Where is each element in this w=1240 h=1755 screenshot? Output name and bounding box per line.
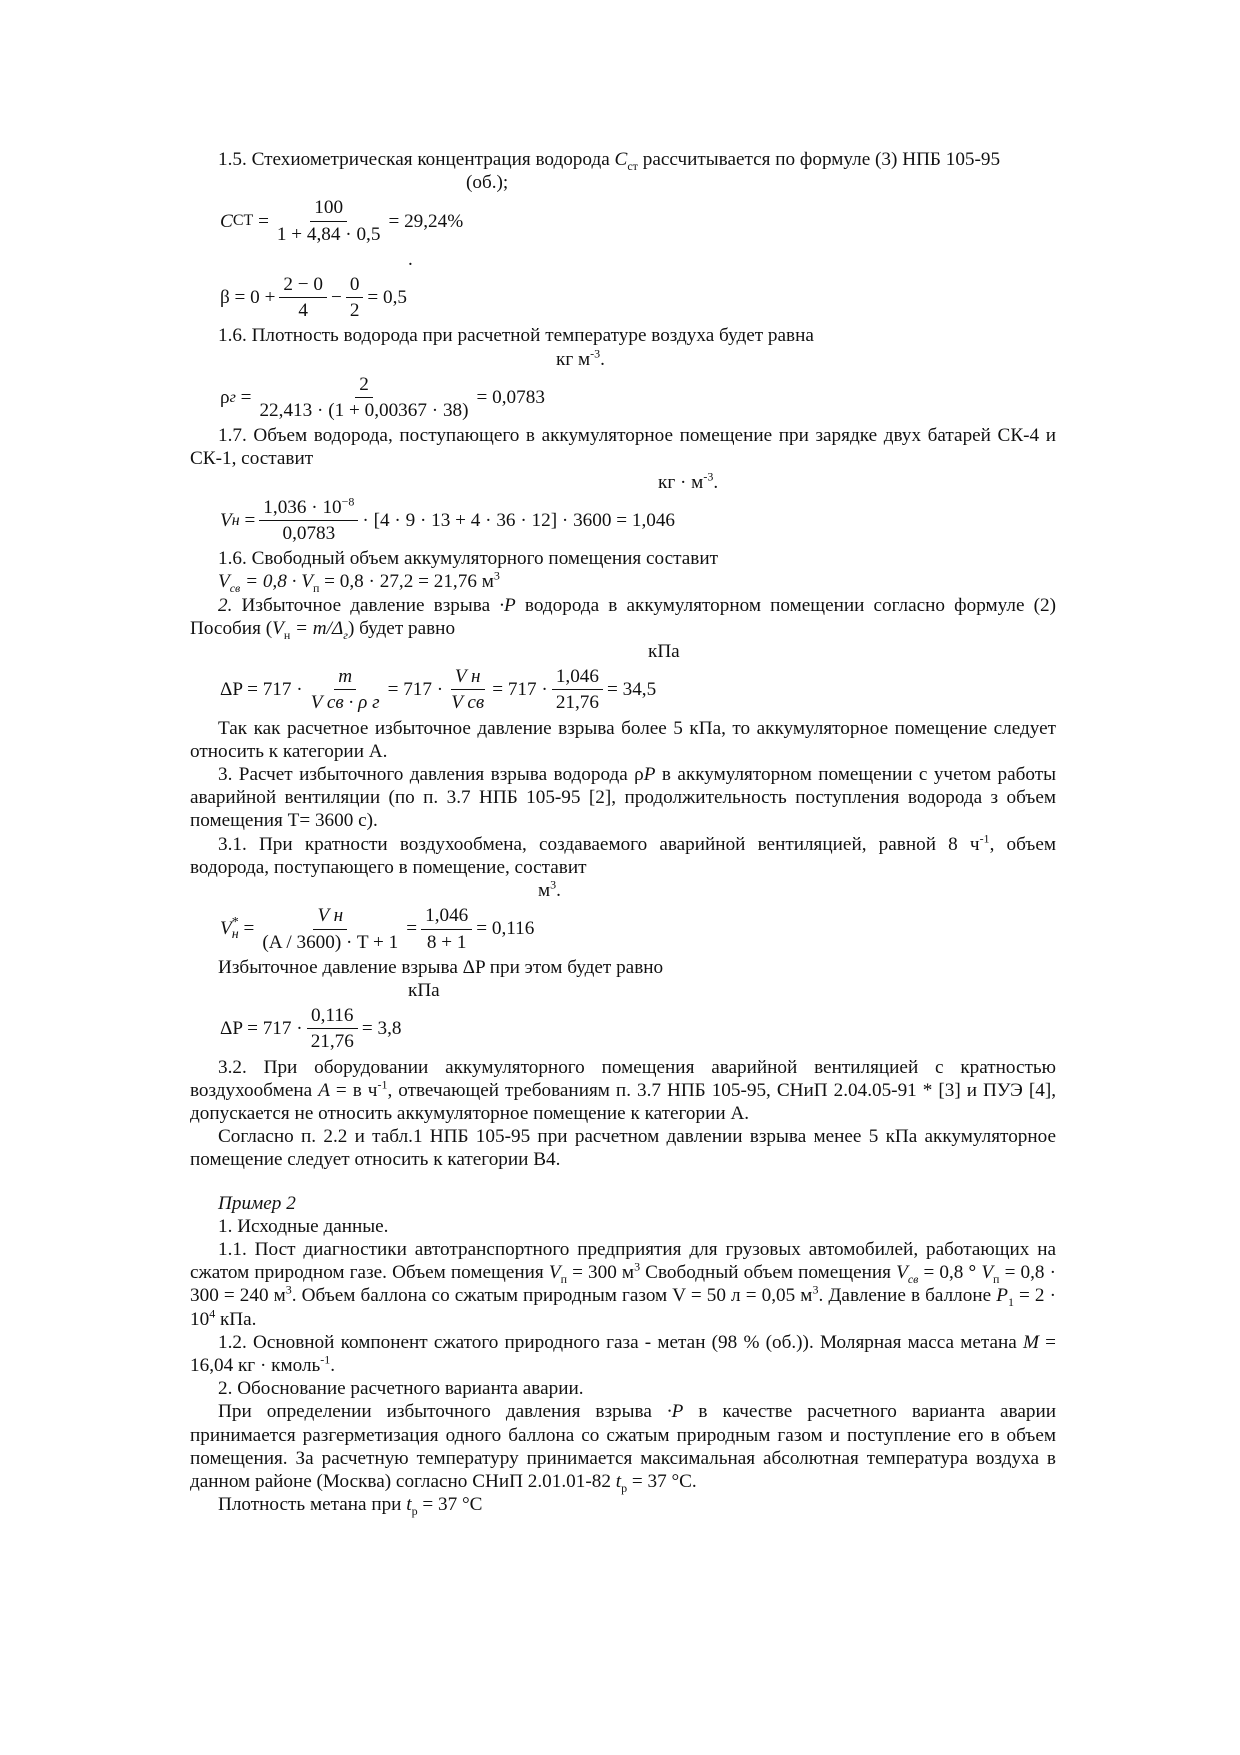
paragraph-3-2: 3.2. При оборудовании аккумуляторного помещения аварийной вентиляцией с кратностью воздухообмена A = в $ч^{-1}$, отвечающей требованиям п. 3.7 НПБ 105-95, СНиП 2.04.05-91 * [3] и ПУЭ [4], допускается не относить аккумуляторное помещение к категории А.	[190, 1056, 1057, 1124]
formula-rho: ρ г = $\frac{2}{22,413 \cdot (1 + 0,00367 \cdot 38)}$ = 0,0783	[220, 373, 545, 422]
paragraph-plot: Плотность метана при $t_р = 37$ °С	[218, 1494, 483, 1518]
unit-label: $м^3$.	[538, 877, 561, 902]
paragraph-obosn: 2. Обоснование расчетного варианта аварии.	[218, 1378, 584, 1400]
formula-vn-star: V * н = $\frac{\text{V н}}{(A / 3600) \cdot T + 1}$ = $\frac{1,046}{8 + 1}$ = 0,116	[220, 905, 535, 953]
paragraph-3: 3. Расчет избыточного давления взрыва водорода ρP в аккумуляторном помещении с учетом работы аварийной вентиляции (по п. 3.7 НПБ 105-95 [2], продолжительность поступления водорода з объем помещения Т= 3600 с).	[190, 764, 1056, 832]
paragraph-ish: 1. Исходные данные.	[218, 1215, 389, 1237]
unit-label: кг $м^{-3}$.	[556, 346, 605, 370]
formula-beta: β = 0 + $\frac{2 - 0}{4}$ − $\frac{0}{2}$ = 0,5	[220, 274, 408, 322]
formula-dp1: ΔP = 717 · $\frac{m}{\text{V св · ρ г}}$ = 717 · $\frac{\text{V н}}{\text{V св}}$ = 717 · $\frac{1,046}{21,76}$ = 34,5	[220, 666, 657, 714]
formula-vn: V н = $\frac{1,036 \cdot 10^{-8}}{0,0783}$ · [4 · 9 · 13 + 4 · 36 · 12] · 3600 = 1,046	[220, 494, 676, 545]
example-heading: Пример 2	[218, 1192, 296, 1214]
vsv-line: $V_{св} = 0,8 \cdot V_п = 0,8 \cdot 27,2 = 21,76$ $м^3$	[218, 569, 500, 596]
paragraph-1-2: 1.2. Основной компонент сжатого природного газа - метан (98 % (об.)). Молярная масса метана M = 16,04 кг · кмоль$^{-1}$.	[190, 1331, 1056, 1376]
unit-label: кПа	[408, 979, 440, 1001]
paragraph-1-1: 1.1. Пост диагностики автотранспортного предприятия для грузовых автомобилей, работающих на сжатом природном газе. Объем помещения $V_п = 300$ $м^3$ Свободный объем помещения $V_{св} = 0,8$ ° $V_п = 0,8 \cdot 300 = 240$ $м^3$. Объем баллона со сжатым природным газом V = 50 л = 0,05 $м^3$. Давление в баллоне $P_1 = 2 \cdot 10^4$ кПа.	[190, 1238, 1057, 1330]
paragraph-tak: Так как расчетное избыточное давление взрыва более 5 кПа, то аккумуляторное помещение следует относить к категории А.	[190, 717, 1056, 762]
paragraph-3-1: 3.1. При кратности воздухообмена, создаваемого аварийной вентиляцией, равной 8 $ч^{-1}$, объем водорода, поступающего в помещение, составит	[190, 831, 1056, 878]
dot: .	[408, 248, 413, 270]
paragraph-1-5: 1.5. Стехиометрическая концентрация водорода $С_{ст}$ рассчитывается по формуле (3) НПБ 105-95	[218, 149, 1001, 173]
paragraph-2: 2. Избыточное давление взрыва ∙P водорода в аккумуляторном помещении согласно формуле (2) Пособия $(V_н = m/\Delta_г)$ будет равно	[190, 594, 1056, 642]
unit-label: кПа	[648, 641, 680, 663]
paragraph-pri: При определении избыточного давления взрыва ∙P в качестве расчетного варианта аварии принимается разгерметизация одного баллона со сжатым природным газом и поступление его в объем помещения. За расчетную температуру принимается максимальная абсолютная температура воздуха в данном районе (Москва) согласно СНиП 2.01.01-82 $t_р = 37$ °С.	[190, 1401, 1056, 1495]
document-page	[190, 148, 1056, 1516]
formula-dp2: ΔP = 717 · $\frac{0,116}{21,76}$ = 3,8	[220, 1005, 402, 1053]
unit-label: (об.);	[466, 172, 509, 194]
formula-cst: С СТ = $\frac{100}{1 + 4,84 \cdot 0,5}$ = 29,24%	[220, 197, 464, 245]
paragraph-izb: Избыточное давление взрыва ΔP при этом будет равно	[218, 956, 664, 978]
paragraph-1-7: 1.7. Объем водорода, поступающего в аккумуляторное помещение при зарядке двух батарей СК-4 и СК-1, составит	[190, 425, 1056, 470]
unit-label: кг · $м^{-3}$.	[658, 469, 719, 493]
paragraph-sogl: Согласно п. 2.2 и табл.1 НПБ 105-95 при расчетном давлении взрыва менее 5 кПа аккумуляторное помещение следует относить к категории В4.	[190, 1126, 1056, 1171]
paragraph-1-6b: 1.6. Свободный объем аккумуляторного помещения составит	[218, 548, 718, 570]
paragraph-1-6a: 1.6. Плотность водорода при расчетной температуре воздуха будет равна	[218, 325, 814, 347]
